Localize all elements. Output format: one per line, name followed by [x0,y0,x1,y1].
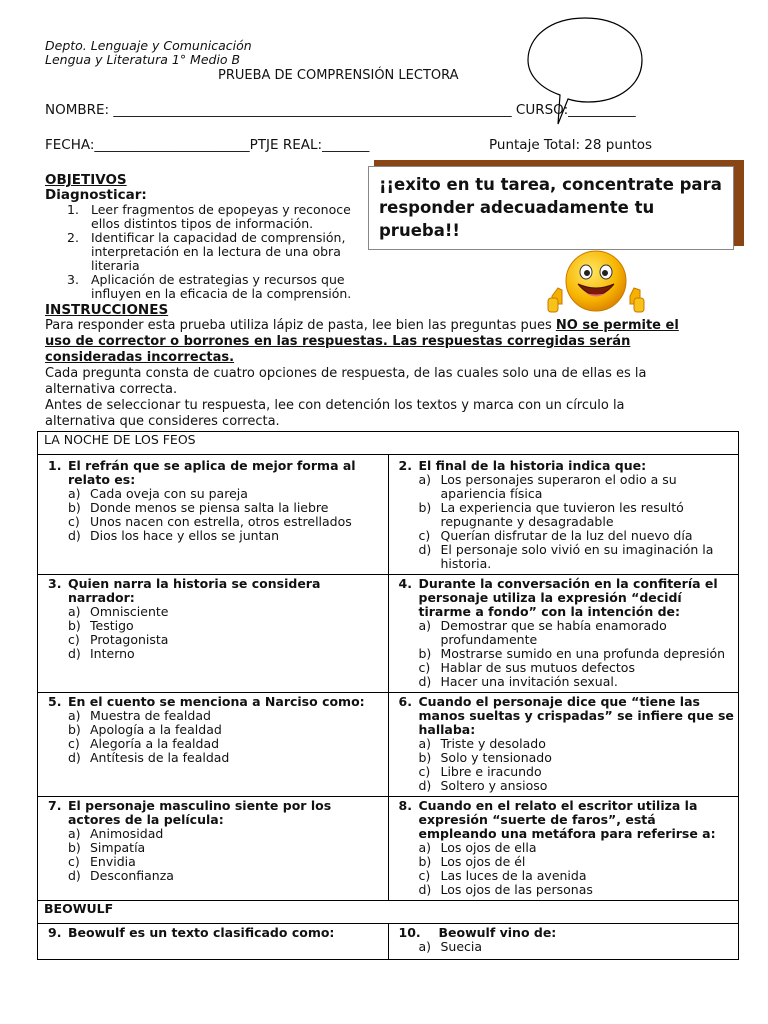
option[interactable]: b) Apología a la fealdad [68,722,222,737]
dept-label: Depto. Lenguaje y Comunicación [45,38,252,53]
option[interactable]: d) Hacer una invitación sexual. [418,674,618,689]
option[interactable]: c) Alegoría a la fealdad [68,736,220,751]
objective-item: 3. Aplicación de estrategias y recursos que influyen en la eficacia de la comprensión. [67,272,352,301]
option[interactable]: a) Omnisciente [68,604,169,619]
question-1: 1. El refrán que se aplica de mejor forma al relato es: a) Cada oveja con su pareja b) Donde menos se piensa salta la liebre c) Unos nacen con estrella, otros estrellados d) Dios los hace y ellos se juntan [38,455,389,575]
option[interactable]: b) Solo y tensionado [418,750,552,765]
option[interactable]: b) Simpatía [68,840,146,855]
option[interactable]: a) Animosidad [68,826,164,841]
question-8: 8. Cuando en el relato el escritor utiliza la expresión “suerte de faros”, está empleando una metáfora para referirse a: a) Los ojos de ella b) Los ojos de él c) Las luces de la avenida d) Los ojos de las personas [388,797,739,901]
question-2: 2. El final de la historia indica que: a) Los personajes superaron el odio a su apariencia física b) La experiencia que tuvieron les resultó repugnante y desagradable c) Querían disfrutar de la luz del nuevo día d) El personaje solo vivió en su imaginación la historia. [388,455,739,575]
question-6: 6. Cuando el personaje dice que “tiene las manos sueltas y crispadas” se infiere que se hallaba: a) Triste y desolado b) Solo y tensionado c) Libre e iracundo d) Soltero y ansioso [388,693,739,797]
section-title: BEOWULF [38,901,739,924]
diagnose-label: Diagnosticar: [45,187,147,203]
option[interactable]: c) Querían disfrutar de la luz del nuevo día [418,528,693,543]
option[interactable]: c) Protagonista [68,632,169,647]
motivation-text: ¡¡exito en tu tarea, concentrate para responder adecuadamente tu prueba!! [368,166,734,250]
instructions-paragraph-3: Antes de seleccionar tu respuesta, lee con detención los textos y marca con un círculo la alternativa que consideres correcta. [45,398,625,429]
objective-item: 1. Leer fragmentos de epopeyas y reconoce ellos distintos tipos de información. [67,202,351,231]
option[interactable]: d) Soltero y ansioso [418,778,548,793]
option[interactable]: a) Los personajes superaron el odio a su apariencia física [418,472,677,501]
instructions-heading: INSTRUCCIONES [45,302,169,318]
option[interactable]: d) Antítesis de la fealdad [68,750,230,765]
question-10: 10. Beowulf vino de: a) Suecia [388,924,739,960]
option[interactable]: c) Unos nacen con estrella, otros estrellados [68,514,352,529]
questions-table [37,431,739,960]
name-field[interactable]: NOMBRE: ___________________________________________________________ CURSO:__________ [45,102,636,118]
option[interactable]: b) Mostrarse sumido en una profunda depresión [418,646,726,661]
option[interactable]: b) Los ojos de él [418,854,526,869]
option[interactable]: a) Triste y desolado [418,736,546,751]
objectives-list [45,203,385,301]
option[interactable]: a) Muestra de fealdad [68,708,211,723]
option[interactable]: a) Los ojos de ella [418,840,537,855]
option[interactable]: a) Suecia [418,939,483,954]
question-3: 3. Quien narra la historia se considera narrador: a) Omnisciente b) Testigo c) Protagonista d) Interno [38,575,389,693]
option[interactable]: c) Envidia [68,854,136,869]
total-score: Puntaje Total: 28 puntos [489,137,653,153]
question-5: 5. En el cuento se menciona a Narciso como: a) Muestra de fealdad b) Apología a la fealdad c) Alegoría a la fealdad d) Antítesis de la fealdad [38,693,389,797]
option[interactable]: b) Testigo [68,618,134,633]
objectives-heading: OBJETIVOS [45,172,127,188]
objective-item: 2. Identificar la capacidad de comprensión, interpretación en la lectura de una obra literaria [67,230,346,273]
option[interactable]: d) Dios los hace y ellos se juntan [68,528,280,543]
question-7: 7. El personaje masculino siente por los actores de la película: a) Animosidad b) Simpatía c) Envidia d) Desconfianza [38,797,389,901]
motivation-box [368,160,743,255]
page-title: PRUEBA DE COMPRENSIÓN LECTORA [218,68,459,83]
option[interactable]: d) Los ojos de las personas [418,882,593,897]
question-4: 4. Durante la conversación en la confitería el personaje utiliza la expresión “decidí tirarme a fondo” con la intención de: a) Demostrar que se había enamorado profundamente b) Mostrarse sumido en una profunda depresión c) Hablar de sus mutuos defectos d) Hacer una invitación sexual. [388,575,739,693]
option[interactable]: d) El personaje solo vivió en su imaginación la historia. [418,542,714,571]
date-score-field[interactable]: FECHA:_______________________PTJE REAL:_______ [45,137,370,153]
option[interactable]: d) Desconfianza [68,868,174,883]
section-title: LA NOCHE DE LOS FEOS [38,432,739,455]
option[interactable]: d) Interno [68,646,135,661]
option[interactable]: a) Demostrar que se había enamorado profundamente [418,618,667,647]
instructions-paragraph-1: Para responder esta prueba utiliza lápiz de pasta, lee bien las preguntas pues NO se permite el uso de corrector o borrones en las respuestas. Las respuestas corregidas serán consideradas incorrectas. [45,318,679,365]
course-label: Lengua y Literatura 1° Medio B [45,52,241,67]
option[interactable]: b) La experiencia que tuvieron les resultó repugnante y desagradable [418,500,684,529]
option[interactable]: c) Libre e iracundo [418,764,542,779]
option[interactable]: a) Cada oveja con su pareja [68,486,248,501]
instructions-paragraph-2: Cada pregunta consta de cuatro opciones de respuesta, de las cuales solo una de ellas es la alternativa correcta. [45,366,647,397]
option[interactable]: c) Las luces de la avenida [418,868,587,883]
question-9: 9. Beowulf es un texto clasificado como: [38,924,389,960]
option[interactable]: c) Hablar de sus mutuos defectos [418,660,635,675]
option[interactable]: b) Donde menos se piensa salta la liebre [68,500,329,515]
